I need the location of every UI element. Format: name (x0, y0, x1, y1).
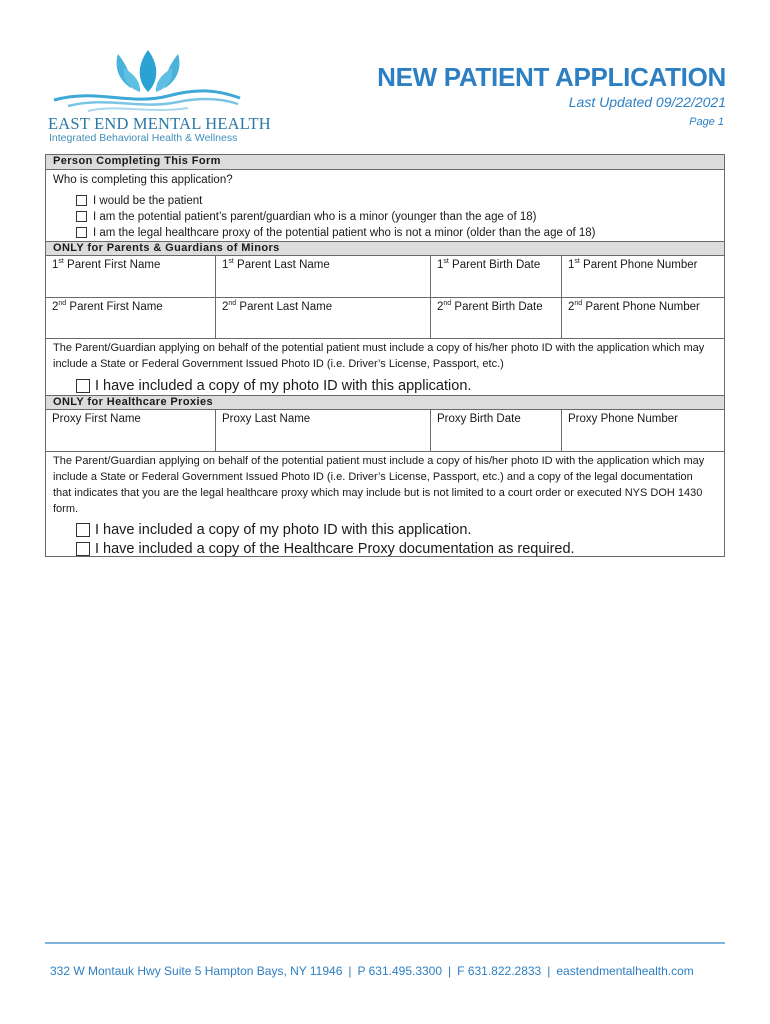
field-proxy-birth-date[interactable]: Proxy Birth Date (430, 410, 561, 451)
last-updated: Last Updated 09/22/2021 (568, 94, 726, 110)
footer-fax: F 631.822.2833 (457, 964, 542, 978)
proxy-id-note: The Parent/Guardian applying on behalf of the potential patient must include a copy of his/her photo ID with the application which may include a State or Federal Government Issued Photo ID (i.e. Driver’s License, Passport, etc.) and a copy of the legal documentation that indicates that you are the legal healthcare proxy which may include but is not limited to a court order or executed NYS DOH 1430 form. (53, 455, 705, 515)
page-number: Page 1 (689, 116, 724, 128)
checkbox-parent-photo-id[interactable] (76, 379, 90, 393)
option-label-healthcare-proxy: I am the legal healthcare proxy of the potential patient who is not a minor (older than the age of 18) (93, 227, 596, 239)
parent1-row (46, 256, 724, 297)
parent2-row (46, 297, 724, 338)
checkbox-proxy-documentation[interactable] (76, 542, 90, 556)
application-form (45, 154, 725, 557)
divider (46, 338, 724, 339)
checkbox-healthcare-proxy[interactable] (76, 227, 87, 238)
proxy-row (46, 410, 724, 451)
section-heading-parents-guardians: ONLY for Parents & Guardians of Minors (46, 241, 724, 256)
footer-website[interactable]: eastendmentalhealth.com (556, 964, 694, 978)
field-parent2-birth-date[interactable]: 2nd Parent Birth Date (430, 298, 561, 338)
section-heading-person-completing: Person Completing This Form (46, 155, 724, 170)
field-parent1-phone[interactable]: 1st Parent Phone Number (561, 256, 724, 297)
checkbox-parent-guardian[interactable] (76, 211, 87, 222)
field-parent2-first-name[interactable]: 2nd Parent First Name (52, 300, 163, 313)
field-proxy-phone[interactable]: Proxy Phone Number (561, 410, 724, 451)
footer-separator: | (348, 964, 352, 978)
footer-separator: | (448, 964, 452, 978)
logo-tagline: Integrated Behavioral Health & Wellness (49, 132, 238, 144)
logo (48, 48, 271, 144)
field-parent1-first-name[interactable]: 1st Parent First Name (52, 258, 161, 271)
footer-divider (45, 942, 725, 944)
proxy-documentation-label: I have included a copy of the Healthcare Proxy documentation as required. (95, 541, 575, 557)
proxy-photo-id-label: I have included a copy of my photo ID with this application. (95, 522, 472, 538)
footer-phone: P 631.495.3300 (357, 964, 443, 978)
field-proxy-first-name[interactable]: Proxy First Name (52, 413, 141, 425)
checkbox-patient[interactable] (76, 195, 87, 206)
parent-photo-id-label: I have included a copy of my photo ID with this application. (95, 378, 472, 394)
parent-id-note: The Parent/Guardian applying on behalf of the potential patient must include a copy of his/her photo ID with the application which may include a State or Federal Government Issued Photo ID (i.e. Driver’s License, Passport, etc.) (53, 342, 705, 370)
field-parent1-birth-date[interactable]: 1st Parent Birth Date (430, 256, 561, 297)
field-parent1-last-name[interactable]: 1st Parent Last Name (215, 256, 430, 297)
checkbox-proxy-photo-id[interactable] (76, 523, 90, 537)
field-parent2-last-name[interactable]: 2nd Parent Last Name (215, 298, 430, 338)
divider (46, 451, 724, 452)
option-label-parent-guardian: I am the potential patient’s parent/guardian who is a minor (younger than the age of 18) (93, 211, 537, 223)
field-parent2-phone[interactable]: 2nd Parent Phone Number (561, 298, 724, 338)
question-who-completing: Who is completing this application? (53, 174, 233, 186)
page-title: NEW PATIENT APPLICATION (377, 62, 726, 92)
footer-separator: | (547, 964, 551, 978)
footer-address: 332 W Montauk Hwy Suite 5 Hampton Bays, NY 11946 (50, 964, 343, 978)
field-proxy-last-name[interactable]: Proxy Last Name (215, 410, 430, 451)
footer-contact (50, 964, 694, 978)
option-label-patient: I would be the patient (93, 195, 203, 207)
lotus-logo-icon (48, 48, 248, 114)
section-heading-healthcare-proxies: ONLY for Healthcare Proxies (46, 395, 724, 410)
logo-name: EAST END MENTAL HEALTH (48, 114, 271, 133)
